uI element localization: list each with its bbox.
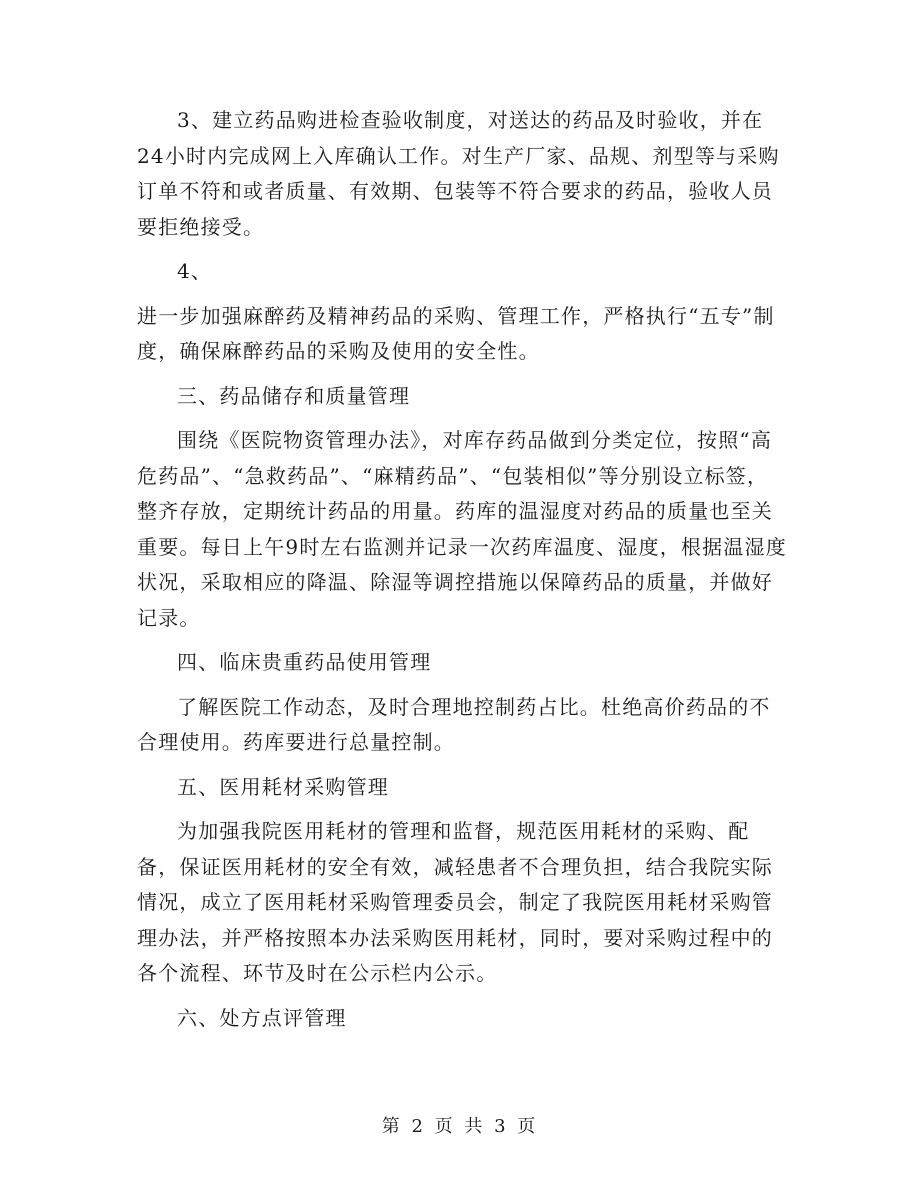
section-heading-storage: 三、药品储存和质量管理 [177,383,411,408]
paragraph-consumables: 为加强我院医用耗材的管理和监督，规范医用耗材的采购、配备，保证医用耗材的安全有效，减轻患者不合理负担，结合我院实际情况，成立了医用耗材采购管理委员会，制定了我院医用耗材采购管理办法，并严格按照本办法采购医用耗材，同时，要对采购过程中的各个流程、环节及时在公示栏内公示。 [137,819,773,985]
document-body [137,103,787,1045]
section-heading-prescription-review: 六、处方点评管理 [177,1005,347,1030]
section-heading-consumables: 五、医用耗材采购管理 [177,774,389,799]
paragraph-item-3: 3、建立药品购进检查验收制度，对送达的药品及时验收，并在24小时内完成网上入库确认工作。对生产厂家、品规、剂型等与采购订单不符和或者质量、有效期、包装等不符合要求的药品，验收人员要拒绝接受。 [137,108,780,239]
section-heading-valuable-drugs: 四、临床贵重药品使用管理 [177,650,432,674]
paragraph-storage: 围绕《医院物资管理办法》，对库存药品做到分类定位，按照“高危药品”、“急救药品”、“麻精药品”、“包装相似”等分别设立标签，整齐存放，定期统计药品的用量。药库的温湿度对药品的质量也至关重要。每日上午9时左右监测并记录一次药库温度、湿度，根据温湿度状况，采取相应的降温、除湿等调控措施以保障药品的质量，并做好记录。 [137,428,787,630]
paragraph-item-4-text: 进一步加强麻醉药及精神药品的采购、管理工作，严格执行“五专”制度，确保麻醉药品的采购及使用的安全性。 [137,303,775,363]
paragraph-item-4-number: 4、 [177,259,213,283]
page-footer: 第 2 页 共 3 页 [381,1116,539,1137]
paragraph-valuable-drugs: 了解医院工作动态，及时合理地控制药占比。杜绝高价药品的不合理使用。药库要进行总量控制。 [137,694,771,754]
